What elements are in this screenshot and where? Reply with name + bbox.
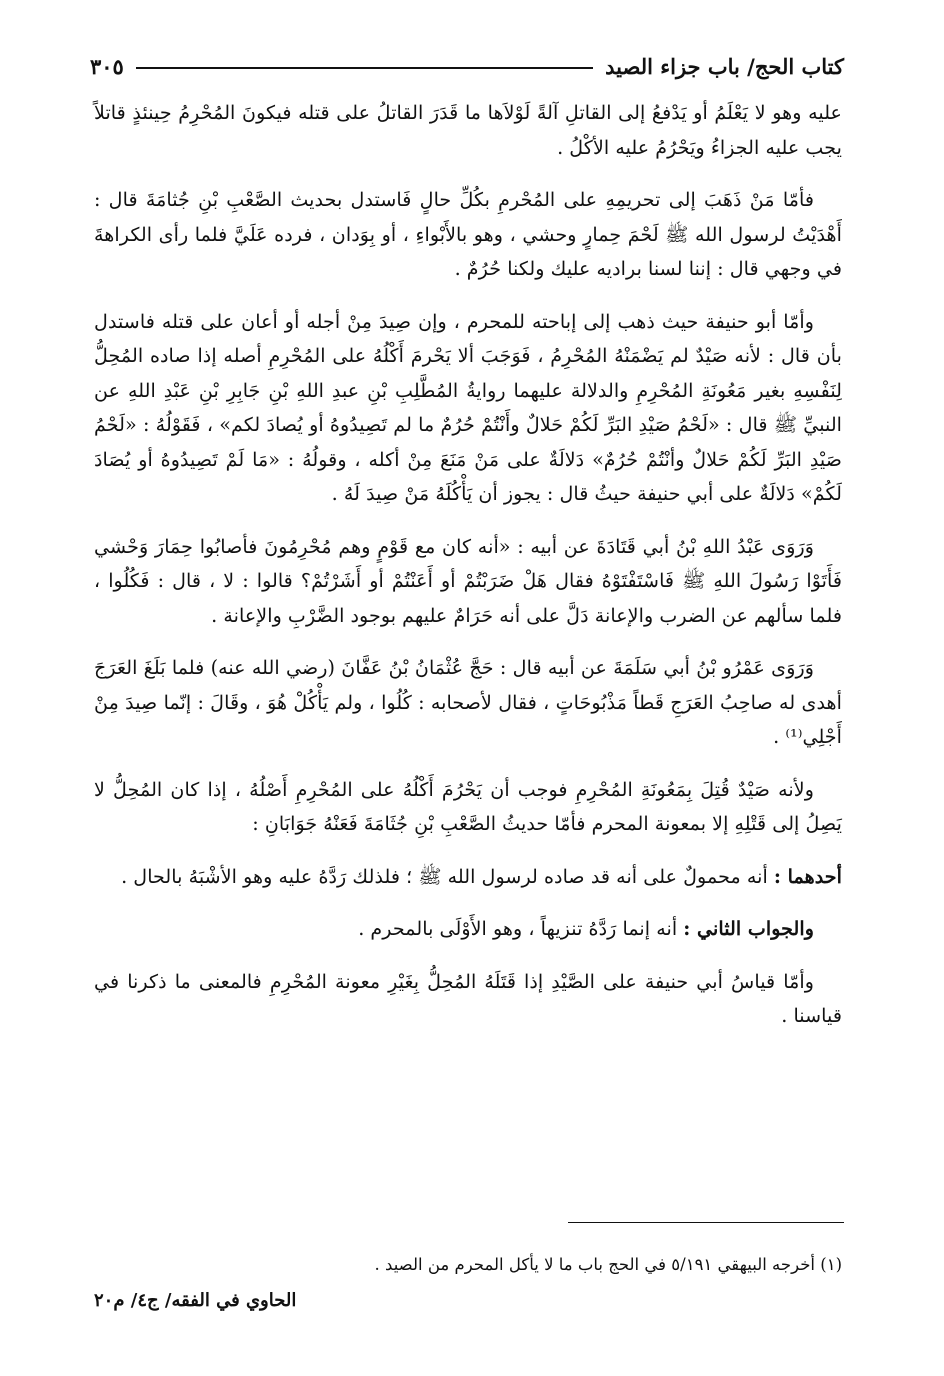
closing-paragraph: وأمّا قياسُ أبي حنيفة على الصَّيْدِ إذا قَتَلَهُ المُحِلُّ بِغَيْرِ معونة المُحْرِمِ فالمعنى ما ذكرنا في قياسنا .: [94, 969, 842, 1027]
answer-two: [94, 912, 842, 947]
paragraph-2: فأمّا مَنْ ذَهَبَ إلى تحريمِهِ على المُحْرمِ بكُلِّ حالٍ فَاستدل بحديث الصَّعْبِ بْنِ جُثامَةَ قال : أَهْدَيْتُ لرسول الله ﷺ لَحْمَ حِمارٍ وحشي ، وهو بالأَبْواءِ ، أو بِوَدان ، فرده عَلَيَّ فلما رأى الكراهةَ في وجهي قال : إننا لسنا براديه عليك ولكنا حُرُمٌ .: [94, 188, 842, 280]
chapter-title: كتاب الحج/ باب جزاء الصيد: [605, 53, 844, 79]
paragraph-5: وَرَوَى عَمْرُو بْنُ أبي سَلَمَةَ عن أبيه قال : حَجَّ عُثْمَانُ بْنُ عَفَّانَ (رضي الله عنه) فلما بَلَغَ العَرَجَ أهدى له صاحِبُ العَرَجِ قَطاً مَذْبُوحَاتٍ ، فقال لأصحابه : كُلُوا ، ولم يَأْكُلْ هُوَ ، وقَالَ : إنّما صِيدَ مِنْ أَجْلِي⁽¹⁾ .: [94, 656, 842, 748]
body-text: [94, 96, 842, 1052]
answer-one: [94, 860, 842, 895]
answer-two-text: أنه إنما رَدَّهُ تنزيهاً ، وهو الأَوْلَى بالمحرم .: [358, 917, 678, 940]
answer-one-text: أنه محمولٌ على أنه قد صاده لرسول الله ﷺ ؛ فلذلك رَدَّهُ عليه وهو الأشْبَهُ بالحال .: [121, 864, 768, 888]
footnote-divider: [568, 1222, 844, 1223]
header-rule: [136, 67, 593, 69]
running-header: [90, 46, 844, 86]
answer-one-label: أحدهما :: [773, 864, 842, 888]
footnote: (١) أخرجه البيهقي ٥/١٩١ في الحج باب ما لا يأكل المحرم من الصيد .: [374, 1255, 842, 1274]
paragraph-3: وأمّا أبو حنيفة حيث ذهب إلى إباحته للمحرم ، وإن صِيدَ مِنْ أجله أو أعان على قتله فاستدل بأن قال : لأنه صَيْدٌ لم يَضْمَنْهُ المُحْرِمُ ، فَوَجَبَ ألا يَحْرمَ أَكْلُهُ على المُحْرِمِ أصله إذا صاده المُحِلُّ لِنَفْسِهِ بغير مَعُونَةِ المُحْرِمِ والدلالة عليهما روايةُ المُطَّلِبِ بْنِ عبدِ اللهِ بْنِ جَابِرِ بْنِ عَبْدِ اللهِ عن النبيِّ ﷺ قال : «لَحْمُ صَيْدِ البَرِّ لَكُمْ حَلالٌ وأَنْتُمْ حُرُمٌ ما لم تَصِيدُوهُ أو يُصادَ لكم» ، فَقَوْلُهُ : «لَحْمُ صَيْدِ البَرِّ لَكُمْ حَلالٌ وأنْتُمْ حُرُمٌ» دَلالَةٌ على مَنْ مَنَعَ مِنْ أكله ، وقولُهُ : «مَا لَمْ تَصِيدُوهُ أو يُصَادَ لَكُمْ» دَلالَةٌ على أبي حنيفة حيثُ قال : يجوز أن يَأْكُلَهُ مَنْ صِيدَ لَهُ .: [94, 309, 842, 505]
paragraph-4: وَرَوَى عَبْدُ اللهِ بْنُ أبي قَتَادَةَ عن أبيه : «أنه كان مع قَوْمٍ وهم مُحْرِمُونَ فأصابُوا حِمَارَ وَحْشي فَأَتَوْا رَسُولَ اللهِ ﷺ فَاسْتَفْتَوْهُ فقال هَلْ ضَرَبْتُمْ أو أَعَنْتُمْ أو أَشَرْتُمْ؟ قالوا : لا ، قال : فَكُلُوا ، فلما سألهم عن الضرب والإعانة دَلَّ على أنه حَرَامٌ عليهم بوجود الضَّرْبِ والإعانة .: [94, 534, 842, 627]
answer-two-label: والجواب الثاني :: [683, 917, 814, 940]
paragraph-6: ولأنه صَيْدٌ قُتِلَ بِمَعُونَةِ المُحْرِمِ فوجب أن يَحْرُمَ أَكْلُهُ على المُحْرِمِ أَصْلُهُ ، إذا كان المُحِلُّ لا يَصِلُ إلى قَتْلِهِ إلا بمعونة المحرم فأمّا حديثُ الصَّعْبِ بْنِ جُثَامَةَ فَعَنْهُ جَوَابَانِ :: [94, 777, 842, 835]
page-footer: الحاوي في الفقه/ ج٤/ م٢٠: [94, 1290, 297, 1311]
page-number: ٣٠٥: [90, 53, 124, 79]
paragraph-1: عليه وهو لا يَعْلَمُ أو يَدْفعُ إلى القاتلِ آلةً لَوْلاَها ما قَدَرَ القاتلُ على قتله فيكونَ المُحْرِمُ حِينئذٍ قاتلاً يجب عليه الجزاءُ ويَحْرُمُ عليه الأكْلُ .: [94, 101, 842, 159]
